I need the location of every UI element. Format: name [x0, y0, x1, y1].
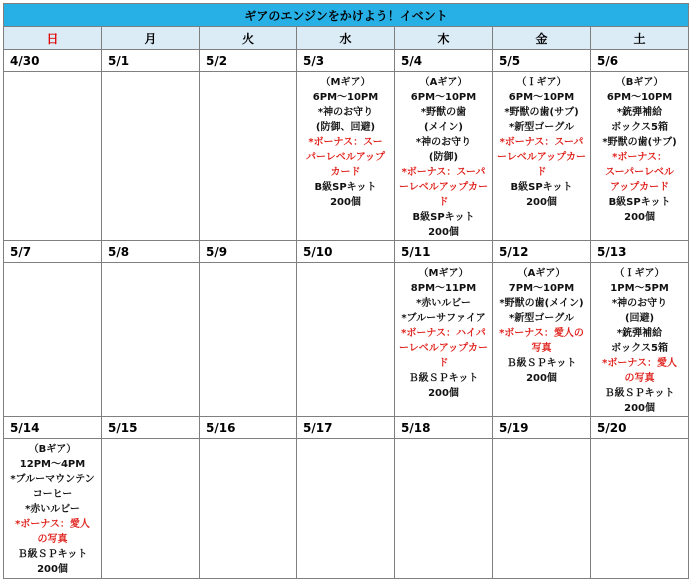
event-cell: [493, 263, 591, 417]
date-cell: 4/30: [4, 50, 102, 72]
bonus-text: 写真: [531, 343, 552, 354]
event-line: 200個: [526, 373, 557, 384]
event-line: 1PM～5PM: [610, 283, 669, 294]
event-cell: [102, 263, 200, 417]
event-line: （Mギア）: [418, 268, 469, 279]
day-of-week-sat: 土: [591, 27, 689, 50]
date-cell: 5/12: [493, 241, 591, 263]
date-cell: 5/9: [200, 241, 297, 263]
event-line: (防御): [428, 152, 459, 163]
event-line: コーヒー: [32, 489, 73, 500]
event-line: Ｂ級ＳＰキット: [506, 358, 577, 369]
bonus-text: の写真: [37, 534, 68, 545]
event-line: *野獣の歯(サブ): [602, 137, 677, 148]
date-cell: 5/20: [591, 417, 689, 439]
event-line: （Aギア）: [517, 268, 566, 279]
event-line: 200個: [526, 197, 557, 208]
bonus-text: アップカード: [609, 182, 670, 193]
date-cell: 5/18: [395, 417, 493, 439]
event-cell: [4, 263, 102, 417]
event-line: 200個: [428, 227, 459, 238]
event-cell: [4, 439, 102, 579]
event-line: （Ｉギア）: [516, 77, 567, 88]
event-line: 200個: [624, 212, 655, 223]
event-line: (防御、回避): [315, 122, 376, 133]
event-line: *神のお守り: [415, 137, 472, 148]
day-of-week-tue: 火: [200, 27, 297, 50]
event-line: B級SPキット: [608, 197, 671, 208]
event-line: 6PM～10PM: [410, 92, 477, 103]
calendar-weeks: [4, 50, 689, 579]
bonus-text: *ボーナス：愛人の: [499, 328, 584, 339]
event-line: 7PM～10PM: [508, 283, 575, 294]
calendar-title: ギアのエンジンをかけよう！イベント: [4, 4, 689, 27]
date-row: [4, 50, 689, 72]
event-cell: [395, 439, 493, 579]
date-cell: 5/15: [102, 417, 200, 439]
date-cell: 5/7: [4, 241, 102, 263]
date-cell: 5/8: [102, 241, 200, 263]
date-cell: 5/4: [395, 50, 493, 72]
event-line: *ブルーマウンテン: [10, 474, 95, 485]
event-line: B級SPキット: [314, 182, 377, 193]
event-line: Ｂ級ＳＰキット: [17, 549, 88, 560]
event-line: ボックス5箱: [611, 122, 668, 133]
event-line: （Bギア）: [615, 77, 664, 88]
event-line: *新型ゴーグル: [509, 313, 574, 324]
event-cell: [297, 439, 395, 579]
date-cell: 5/13: [591, 241, 689, 263]
day-of-week-mon: 月: [102, 27, 200, 50]
date-cell: 5/2: [200, 50, 297, 72]
event-line: （Aギア）: [419, 77, 468, 88]
event-line: Ｂ級ＳＰキット: [408, 373, 479, 384]
bonus-text: *ボーナス：ハイパ: [401, 328, 486, 339]
bonus-text: ーレベルアップカード: [497, 152, 586, 178]
event-cell: [200, 263, 297, 417]
event-cell: [102, 72, 200, 241]
event-cell: [493, 72, 591, 241]
event-calendar: [3, 3, 689, 579]
date-row: [4, 417, 689, 439]
day-of-week-thu: 木: [395, 27, 493, 50]
event-cell: [102, 439, 200, 579]
date-cell: 5/14: [4, 417, 102, 439]
event-row: [4, 72, 689, 241]
event-line: *新型ゴーグル: [509, 122, 574, 133]
event-line: *神のお守り: [317, 107, 374, 118]
event-line: *神のお守り: [611, 298, 668, 309]
event-line: *赤いルビー: [416, 298, 471, 309]
event-line: B級SPキット: [510, 182, 573, 193]
bonus-text: の写真: [624, 373, 655, 384]
event-line: 200個: [428, 388, 459, 399]
bonus-text: *ボーナス：スーパ: [401, 167, 486, 178]
event-cell: [591, 439, 689, 579]
date-cell: 5/19: [493, 417, 591, 439]
event-line: *銃弾補給: [616, 107, 663, 118]
event-cell: [4, 72, 102, 241]
event-cell: [200, 439, 297, 579]
event-line: 6PM～10PM: [312, 92, 379, 103]
event-cell: [395, 72, 493, 241]
event-line: *野獣の歯(メイン): [499, 298, 584, 309]
event-line: (回避): [624, 313, 655, 324]
bonus-text: パーレベルアップ: [305, 152, 386, 163]
date-cell: 5/3: [297, 50, 395, 72]
bonus-text: *ボーナス：愛人: [15, 519, 90, 530]
event-cell: [591, 263, 689, 417]
event-line: （Mギア）: [320, 77, 371, 88]
event-row: [4, 263, 689, 417]
event-line: ボックス5箱: [611, 343, 668, 354]
event-line: 6PM～10PM: [508, 92, 575, 103]
bonus-text: ーレベルアップカード: [399, 343, 488, 369]
event-line: *野獣の歯(サブ): [504, 107, 579, 118]
date-cell: 5/1: [102, 50, 200, 72]
bonus-text: カード: [330, 167, 361, 178]
bonus-text: ーレベルアップカード: [399, 182, 488, 208]
bonus-text: *ボーナス：スー: [308, 137, 383, 148]
date-cell: 5/16: [200, 417, 297, 439]
event-line: 12PM～4PM: [19, 459, 86, 470]
date-cell: 5/17: [297, 417, 395, 439]
event-line: Ｂ級ＳＰキット: [604, 388, 675, 399]
date-cell: 5/11: [395, 241, 493, 263]
day-of-week-wed: 水: [297, 27, 395, 50]
event-line: *野獣の歯: [420, 107, 467, 118]
event-row: [4, 439, 689, 579]
event-line: 6PM～10PM: [606, 92, 673, 103]
event-line: 200個: [624, 403, 655, 414]
event-cell: [591, 72, 689, 241]
event-cell: [200, 72, 297, 241]
event-line: （Ｉギア）: [614, 268, 665, 279]
date-cell: 5/6: [591, 50, 689, 72]
event-line: *赤いルビー: [25, 504, 80, 515]
date-cell: 5/5: [493, 50, 591, 72]
bonus-text: *ボーナス：愛人: [602, 358, 677, 369]
event-cell: [297, 72, 395, 241]
event-line: 200個: [37, 564, 68, 575]
event-line: B級SPキット: [412, 212, 475, 223]
date-cell: 5/10: [297, 241, 395, 263]
event-cell: [395, 263, 493, 417]
event-line: (メイン): [424, 122, 463, 133]
day-of-week-fri: 金: [493, 27, 591, 50]
day-of-week-sun: 日: [4, 27, 102, 50]
bonus-text: *ボーナス：スーパ: [499, 137, 584, 148]
event-line: （Bギア）: [28, 444, 77, 455]
event-cell: [297, 263, 395, 417]
event-line: 8PM～11PM: [410, 283, 477, 294]
event-cell: [493, 439, 591, 579]
date-row: [4, 241, 689, 263]
event-line: *ブルーサファイア: [401, 313, 486, 324]
event-line: 200個: [330, 197, 361, 208]
bonus-text: *ボーナス：: [612, 152, 667, 163]
event-line: *銃弾補給: [616, 328, 663, 339]
bonus-text: スーパーレベル: [605, 167, 674, 178]
